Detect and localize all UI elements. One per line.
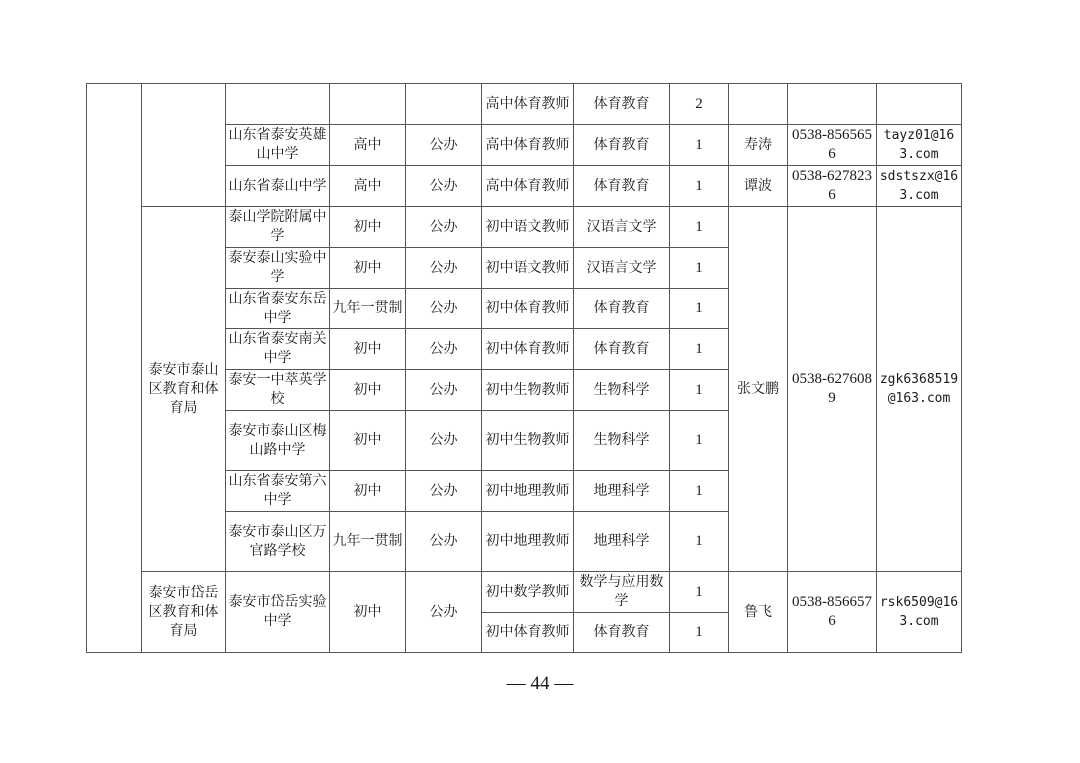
level-cell: 初中 bbox=[330, 370, 406, 411]
school-cell: 山东省泰安第六中学 bbox=[226, 471, 330, 512]
major-cell: 地理科学 bbox=[574, 512, 670, 572]
school-cell: 山东省泰安英雄山中学 bbox=[226, 125, 330, 166]
level-cell: 九年一贯制 bbox=[330, 289, 406, 329]
region-cell bbox=[87, 84, 142, 653]
type-cell: 公办 bbox=[406, 289, 482, 329]
page-number: — 44 — bbox=[506, 673, 574, 694]
type-cell: 公办 bbox=[406, 512, 482, 572]
school-cell bbox=[226, 84, 330, 125]
email-cell bbox=[877, 84, 962, 125]
email-cell: zgk6368519@163.com bbox=[877, 207, 962, 572]
position-cell: 初中体育教师 bbox=[482, 289, 574, 329]
contact-cell: 张文鹏 bbox=[729, 207, 788, 572]
count-cell: 1 bbox=[670, 166, 729, 207]
school-cell: 泰安市岱岳实验中学 bbox=[226, 572, 330, 653]
count-cell: 1 bbox=[670, 512, 729, 572]
contact-cell: 寿涛 bbox=[729, 125, 788, 166]
school-cell: 山东省泰安东岳中学 bbox=[226, 289, 330, 329]
recruitment-table bbox=[86, 83, 962, 653]
count-cell: 1 bbox=[670, 471, 729, 512]
major-cell: 体育教育 bbox=[574, 166, 670, 207]
table-row bbox=[87, 207, 962, 248]
contact-cell: 鲁飞 bbox=[729, 572, 788, 653]
school-cell: 泰安泰山实验中学 bbox=[226, 248, 330, 289]
school-cell: 泰安市泰山区梅山路中学 bbox=[226, 411, 330, 471]
type-cell: 公办 bbox=[406, 125, 482, 166]
type-cell: 公办 bbox=[406, 572, 482, 653]
major-cell: 汉语言文学 bbox=[574, 207, 670, 248]
contact-cell: 谭波 bbox=[729, 166, 788, 207]
position-cell: 高中体育教师 bbox=[482, 166, 574, 207]
count-cell: 1 bbox=[670, 411, 729, 471]
major-cell: 地理科学 bbox=[574, 471, 670, 512]
position-cell: 高中体育教师 bbox=[482, 125, 574, 166]
count-cell: 1 bbox=[670, 248, 729, 289]
type-cell: 公办 bbox=[406, 329, 482, 370]
major-cell: 体育教育 bbox=[574, 613, 670, 653]
position-cell: 初中语文教师 bbox=[482, 248, 574, 289]
position-cell: 高中体育教师 bbox=[482, 84, 574, 125]
phone-cell: 0538-8566576 bbox=[788, 572, 877, 653]
type-cell: 公办 bbox=[406, 370, 482, 411]
type-cell bbox=[406, 84, 482, 125]
bureau-cell: 泰安市泰山区教育和体育局 bbox=[142, 207, 226, 572]
count-cell: 2 bbox=[670, 84, 729, 125]
school-cell: 泰安一中萃英学校 bbox=[226, 370, 330, 411]
count-cell: 1 bbox=[670, 572, 729, 613]
level-cell: 初中 bbox=[330, 411, 406, 471]
count-cell: 1 bbox=[670, 370, 729, 411]
level-cell: 初中 bbox=[330, 248, 406, 289]
major-cell: 生物科学 bbox=[574, 370, 670, 411]
bureau-cell bbox=[142, 84, 226, 207]
position-cell: 初中体育教师 bbox=[482, 613, 574, 653]
major-cell: 体育教育 bbox=[574, 329, 670, 370]
phone-cell: 0538-8565656 bbox=[788, 125, 877, 166]
level-cell: 高中 bbox=[330, 166, 406, 207]
type-cell: 公办 bbox=[406, 411, 482, 471]
position-cell: 初中地理教师 bbox=[482, 471, 574, 512]
count-cell: 1 bbox=[670, 289, 729, 329]
position-cell: 初中生物教师 bbox=[482, 411, 574, 471]
level-cell: 高中 bbox=[330, 125, 406, 166]
count-cell: 1 bbox=[670, 125, 729, 166]
school-cell: 泰山学院附属中学 bbox=[226, 207, 330, 248]
school-cell: 山东省泰安南关中学 bbox=[226, 329, 330, 370]
major-cell: 体育教育 bbox=[574, 125, 670, 166]
level-cell: 初中 bbox=[330, 572, 406, 653]
email-cell: tayz01@163.com bbox=[877, 125, 962, 166]
position-cell: 初中数学教师 bbox=[482, 572, 574, 613]
level-cell: 九年一贯制 bbox=[330, 512, 406, 572]
major-cell: 体育教育 bbox=[574, 289, 670, 329]
type-cell: 公办 bbox=[406, 166, 482, 207]
type-cell: 公办 bbox=[406, 471, 482, 512]
count-cell: 1 bbox=[670, 329, 729, 370]
position-cell: 初中体育教师 bbox=[482, 329, 574, 370]
school-cell: 泰安市泰山区万官路学校 bbox=[226, 512, 330, 572]
major-cell: 体育教育 bbox=[574, 84, 670, 125]
table-row bbox=[87, 572, 962, 613]
count-cell: 1 bbox=[670, 613, 729, 653]
major-cell: 生物科学 bbox=[574, 411, 670, 471]
position-cell: 初中生物教师 bbox=[482, 370, 574, 411]
phone-cell: 0538-6278236 bbox=[788, 166, 877, 207]
phone-cell bbox=[788, 84, 877, 125]
email-cell: rsk6509@163.com bbox=[877, 572, 962, 653]
level-cell: 初中 bbox=[330, 207, 406, 248]
level-cell bbox=[330, 84, 406, 125]
position-cell: 初中地理教师 bbox=[482, 512, 574, 572]
contact-cell bbox=[729, 84, 788, 125]
bureau-cell: 泰安市岱岳区教育和体育局 bbox=[142, 572, 226, 653]
count-cell: 1 bbox=[670, 207, 729, 248]
school-cell: 山东省泰山中学 bbox=[226, 166, 330, 207]
level-cell: 初中 bbox=[330, 471, 406, 512]
major-cell: 汉语言文学 bbox=[574, 248, 670, 289]
phone-cell: 0538-6276089 bbox=[788, 207, 877, 572]
position-cell: 初中语文教师 bbox=[482, 207, 574, 248]
email-cell: sdstszx@163.com bbox=[877, 166, 962, 207]
type-cell: 公办 bbox=[406, 207, 482, 248]
level-cell: 初中 bbox=[330, 329, 406, 370]
type-cell: 公办 bbox=[406, 248, 482, 289]
table-row bbox=[87, 84, 962, 125]
major-cell: 数学与应用数学 bbox=[574, 572, 670, 613]
